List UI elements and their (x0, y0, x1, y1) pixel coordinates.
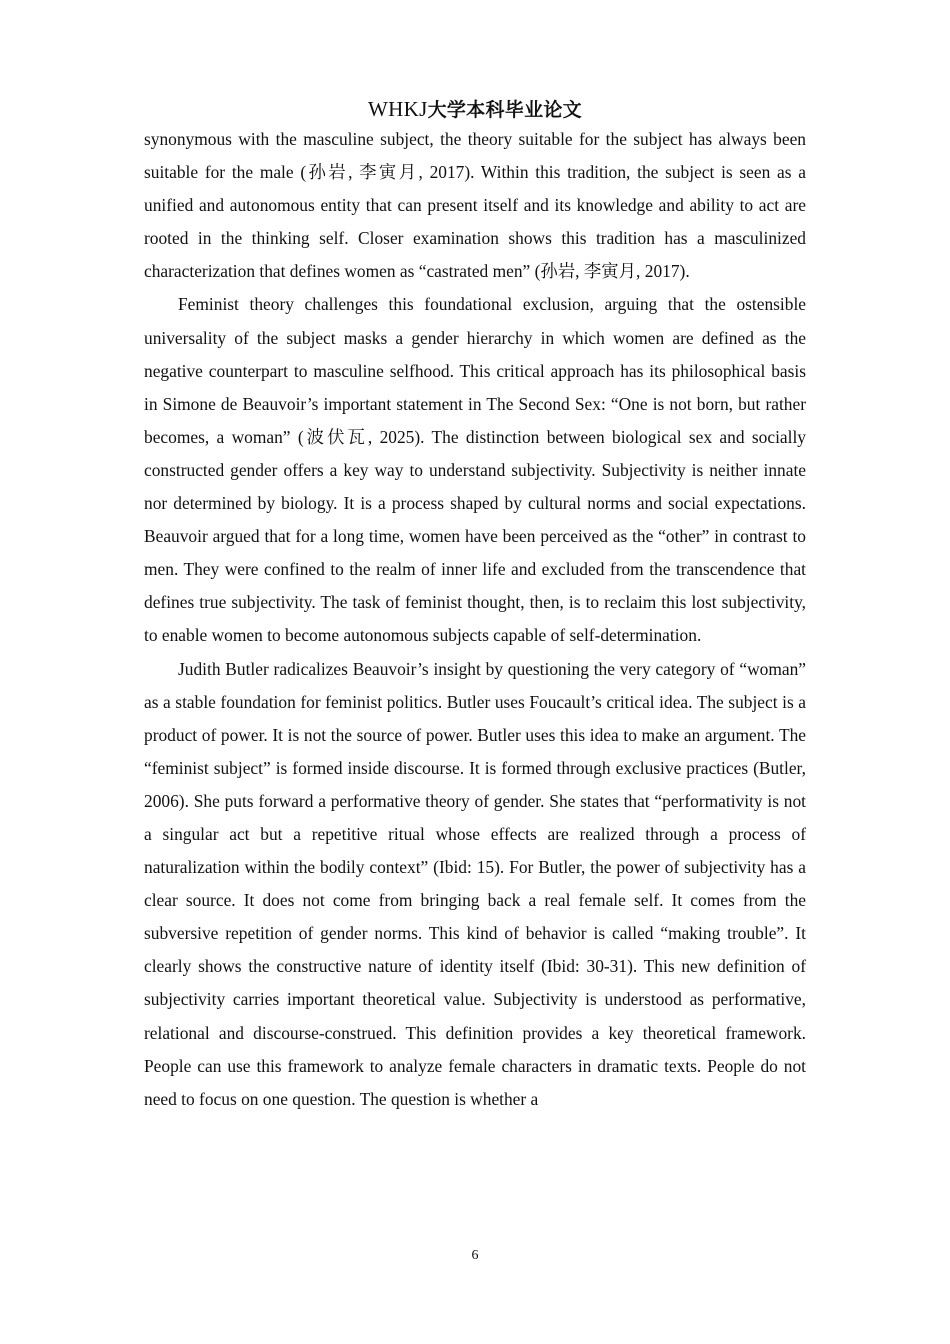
paragraph-2: Feminist theory challenges this foundational exclusion, arguing that the ostensible universality of the subject masks a gender hierarchy in which women are defined as the negative counterpart to masculine selfhood. This critical approach has its philosophical basis in Simone de Beauvoir’s important statement in The Second Sex: “One is not born, but rather becomes, a woman” (波伏瓦, 2025). The distinction between biological sex and socially constructed gender offers a key way to understand subjectivity. Subjectivity is neither innate nor determined by biology. It is a process shaped by cultural norms and social expectations. Beauvoir argued that for a long time, women have been perceived as the “other” in contrast to men. They were confined to the realm of inner life and excluded from the transcendence that defines true subjectivity. The task of feminist thought, then, is to reclaim this lost subjectivity, to enable women to become autonomous subjects capable of self-determination. (144, 294, 806, 646)
header-title: 大学本科毕业论文 (427, 99, 582, 121)
body-text (144, 123, 806, 1116)
paragraph-1: synonymous with the masculine subject, the theory suitable for the subject has always been suitable for the male (孙岩, 李寅月, 2017). Within this tradition, the subject is seen as a unified and autonomous entity that can present itself and its knowledge and ability to act are rooted in the thinking self. Closer examination shows this tradition has a masculinized characterization that defines women as “castrated men” (孙岩, 李寅月, 2017). (144, 129, 806, 282)
running-header (0, 94, 950, 125)
paragraph-3: Judith Butler radicalizes Beauvoir’s insight by questioning the very category of “woman” as a stable foundation for feminist politics. Butler uses Foucault’s critical idea. The subject is a product of power. It is not the source of power. Butler uses this idea to make an argument. The “feminist subject” is formed inside discourse. It is formed through exclusive practices (Butler, 2006). She puts forward a performative theory of gender. She states that “performativity is not a singular act but a repetitive ritual whose effects are realized through a process of naturalization within the bodily context” (Ibid: 15). For Butler, the power of subjectivity has a clear source. It does not come from bringing back a real female self. It comes from the subversive repetition of gender norms. This kind of behavior is called “making trouble”. It clearly shows the constructive nature of identity itself (Ibid: 30-31). This new definition of subjectivity carries important theoretical value. Subjectivity is understood as performative, relational and discourse-construed. This definition provides a key theoretical framework. People can use this framework to analyze female characters in dramatic texts. People do not need to focus on one question. The question is whether a (144, 658, 806, 1109)
header-prefix: WHKJ (368, 97, 428, 121)
page-number: 6 (471, 1248, 479, 1263)
